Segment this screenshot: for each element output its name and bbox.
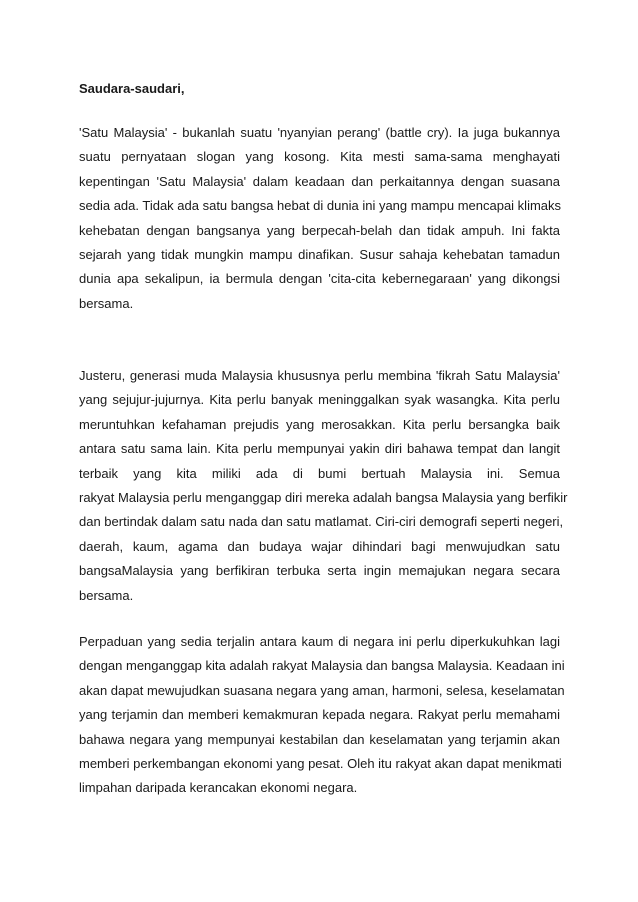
paragraph-2 [79,364,568,608]
paragraph-1 [79,121,560,316]
paragraph-line: Justeru, generasi muda Malaysia khususnya perlu membina 'fikrah Satu Malaysia' [79,368,560,383]
paragraph-line: kehebatan dengan bangsanya yang berpecah-belah dan tidak ampuh. Ini fakta [79,222,560,238]
paragraph-line: 'Satu Malaysia' - bukanlah suatu 'nyanyian perang' (battle cry). Ia juga bukannya [79,125,560,140]
paragraph-line: suatu pernyataan slogan yang kosong. Kita mesti sama-sama menghayati [79,149,560,165]
paragraph-line: terbaik yang kita miliki ada di bumi bertuah Malaysia ini. Semua [79,465,560,481]
paragraph-line: sedia ada. Tidak ada satu bangsa hebat di dunia ini yang mampu mencapai klimaks [79,198,562,214]
paragraph-line: yang terjamin dan memberi kemakmuran kepada negara. Rakyat perlu memahami [79,707,560,723]
paragraph-line: yang sejujur-jujurnya. Kita perlu banyak meninggalkan syak wasangka. Kita perlu [79,392,560,408]
paragraph-line: sejarah yang tidak mungkin mampu dinafikan. Susur sahaja kehebatan tamadun [79,247,560,263]
paragraph-line: bahawa negara yang mempunyai kestabilan dan keselamatan yang terjamin akan [79,731,560,747]
paragraph-line: Perpaduan yang sedia terjalin antara kaum di negara ini perlu diperkukuhkan lagi [79,634,560,649]
paragraph-3 [79,630,565,801]
paragraph-line: dengan menganggap kita adalah rakyat Malaysia dan bangsa Malaysia. Keadaan ini [79,658,565,674]
paragraph-line: kepentingan 'Satu Malaysia' dalam keadaan dan perkaitannya dengan suasana [79,173,560,189]
paragraph-line: limpahan daripada kerancakan ekonomi negara. [79,780,358,796]
paragraph-line: bersama. [79,587,134,603]
paragraph-line: bangsaMalaysia yang berfikiran terbuka serta ingin memajukan negara secara [79,563,560,579]
paragraph-line: rakyat Malaysia perlu menganggap diri mereka adalah bangsa Malaysia yang berfikir [79,490,568,506]
greeting-heading: Saudara-saudari, [79,81,185,96]
paragraph-line: bersama. [79,295,134,311]
paragraph-line: daerah, kaum, agama dan budaya wajar dihindari bagi menwujudkan satu [79,538,560,554]
paragraph-line: meruntuhkan kefahaman prejudis yang merosakkan. Kita perlu bersangka baik [79,416,560,432]
paragraph-line: memberi perkembangan ekonomi yang pesat. Oleh itu rakyat akan dapat menikmati [79,756,562,772]
paragraph-line: antara satu sama lain. Kita perlu mempunyai yakin diri bahawa tempat dan langit [79,441,560,457]
paragraph-line: dunia apa sekalipun, ia bermula dengan 'cita-cita kebernegaraan' yang dikongsi [79,271,560,287]
paragraph-line: akan dapat mewujudkan suasana negara yang aman, harmoni, selesa, keselamatan [79,682,565,698]
paragraph-line: dan bertindak dalam satu nada dan satu matlamat. Ciri-ciri demografi seperti negeri, [79,514,564,530]
